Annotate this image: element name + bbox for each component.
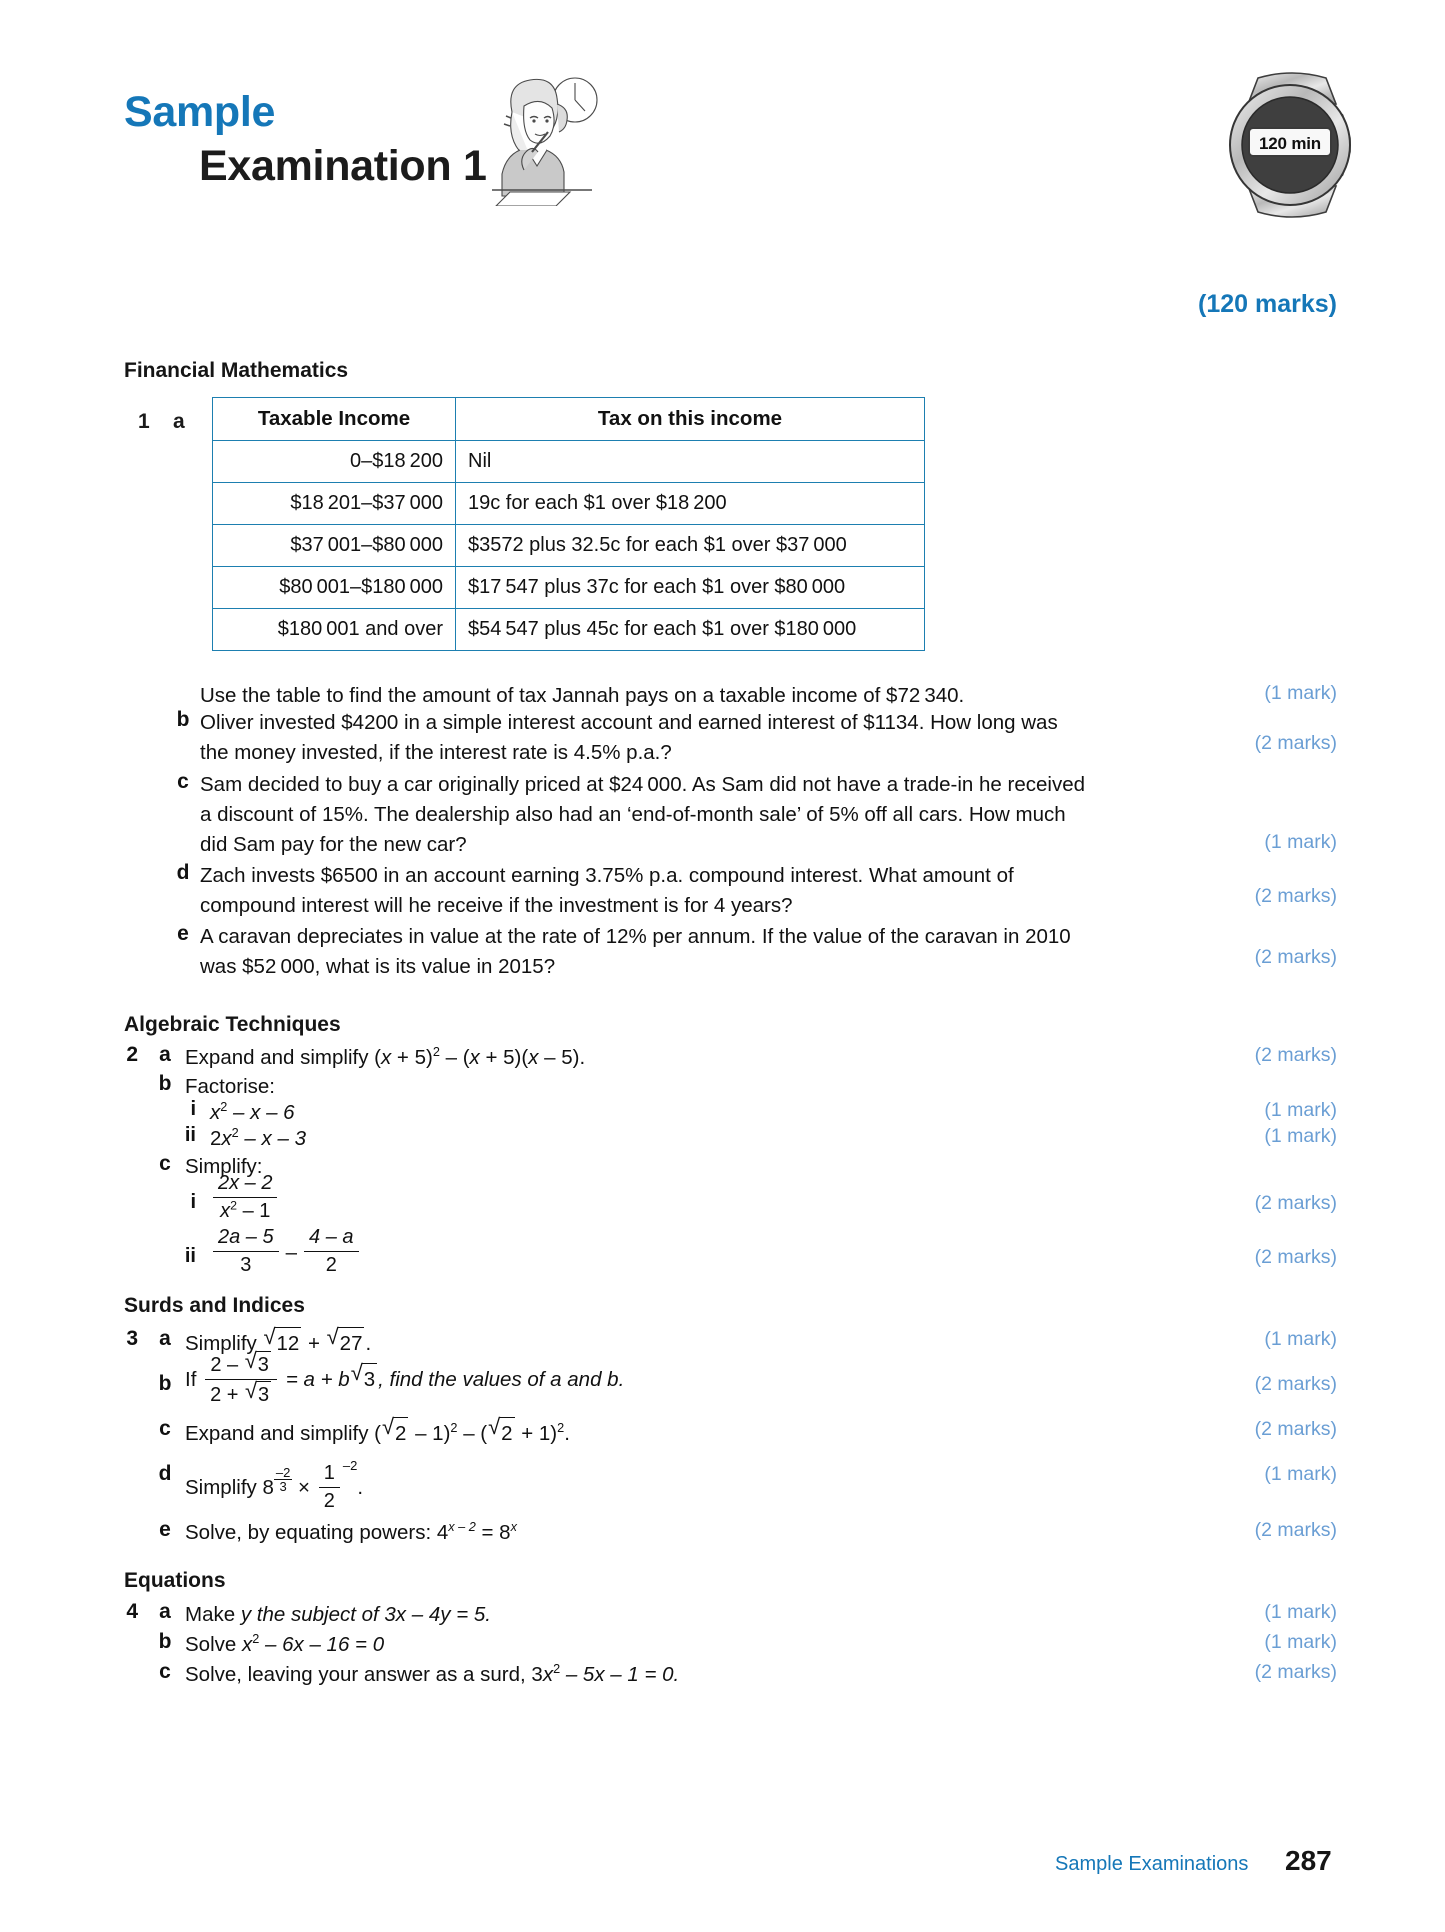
q3c-tail: .	[564, 1422, 570, 1445]
question-letter-3a: a	[159, 1327, 171, 1350]
fraction-2cii-first	[213, 1225, 279, 1278]
q2bii-rest: – x – 3	[238, 1127, 306, 1150]
question-1b-text-line2: the money invested, if the interest rate is 4.5% p.a.?	[200, 741, 672, 764]
marks-1c: (1 mark)	[1264, 831, 1337, 853]
question-letter-2c: c	[159, 1152, 171, 1175]
total-marks-label: (120 marks)	[1198, 290, 1337, 318]
q2a-mid1: + 5)	[391, 1046, 433, 1069]
sqrt-icon: √ 2	[488, 1417, 514, 1449]
marks-4b: (1 mark)	[1264, 1631, 1337, 1653]
table-row	[213, 483, 925, 525]
q2cii-operator: –	[285, 1240, 298, 1264]
question-letter-2a: a	[159, 1043, 171, 1066]
roman-numeral-2ci: i	[190, 1191, 196, 1213]
question-1c-text-line1: Sam decided to buy a car originally priced at $24 000. As Sam did not have a trade-in he received	[200, 773, 1085, 796]
roman-numeral-2cii: ii	[184, 1245, 196, 1267]
q3a-radicand2: 27	[338, 1327, 365, 1359]
fraction-3b	[205, 1348, 277, 1408]
thinking-student-illustration	[472, 74, 602, 206]
q4b-exp: 2	[252, 1631, 260, 1647]
q3d-exp-den: 3	[279, 1479, 287, 1494]
question-3b-text	[185, 1348, 625, 1409]
q2a-mid3: + 5)(	[479, 1046, 529, 1069]
q3b-den-radicand: 3	[256, 1381, 271, 1408]
q2bi-exponent: 2	[220, 1099, 228, 1115]
q3b-num-pre: 2 –	[210, 1354, 239, 1376]
section-heading-algebraic-techniques: Algebraic Techniques	[124, 1013, 341, 1036]
fraction-3d	[319, 1461, 340, 1514]
q4b-pre: Solve	[185, 1633, 242, 1656]
table-header-row	[213, 398, 925, 441]
question-letter-4a: a	[159, 1600, 171, 1623]
q2a-lead: Expand and simplify (	[185, 1046, 381, 1069]
table-cell-tax-4: $54 547 plus 45c for each $1 over $180 000	[456, 609, 925, 651]
stopwatch-time-label: 120 min	[1248, 127, 1332, 157]
question-4b-text	[185, 1630, 384, 1660]
marks-1a: (1 mark)	[1264, 682, 1337, 704]
q3c-lead: Expand and simplify (	[185, 1422, 381, 1445]
question-1d-text-line1: Zach invests $6500 in an account earning 3.75% p.a. compound interest. What amount of	[200, 864, 1014, 887]
page-title-sample: Sample	[124, 88, 276, 136]
table-cell-tax-2: $3572 plus 32.5c for each $1 over $37 000	[456, 525, 925, 567]
q2cii-den2: 2	[325, 1254, 337, 1276]
question-3c-text	[185, 1414, 570, 1449]
q2bii-exponent: 2	[231, 1125, 239, 1141]
q2ci-den-var: x	[220, 1200, 231, 1222]
page-title-examination: Examination 1	[199, 142, 487, 190]
table-cell-tax-0: Nil	[456, 441, 925, 483]
question-2ci-expression	[210, 1172, 280, 1225]
q3d-frac-den: 2	[323, 1490, 335, 1512]
footer-page-number: 287	[1285, 1845, 1332, 1876]
marks-1b: (2 marks)	[1254, 732, 1337, 754]
q2bii-coeff: 2	[210, 1127, 222, 1150]
q3b-num-radicand: 3	[256, 1351, 271, 1378]
q2a-var2: x	[469, 1046, 480, 1069]
q2ci-numerator: 2x – 2	[213, 1171, 277, 1198]
marks-2a: (2 marks)	[1254, 1044, 1337, 1066]
q3e-exp2: x	[510, 1519, 517, 1535]
stopwatch-icon	[1222, 70, 1362, 220]
marks-3b: (2 marks)	[1254, 1373, 1337, 1395]
sqrt-icon: √ 3	[351, 1363, 377, 1395]
question-letter-3c: c	[159, 1417, 171, 1440]
q2bii-var: x	[221, 1127, 232, 1150]
q2bi-var: x	[210, 1101, 221, 1124]
section-heading-surds-and-indices: Surds and Indices	[124, 1294, 305, 1317]
q3b-den-pre: 2 +	[210, 1384, 239, 1406]
question-number-4: 4	[126, 1600, 138, 1623]
q4c-pre: Solve, leaving your answer as a surd, 3	[185, 1663, 543, 1686]
question-1c-text-line2: a discount of 15%. The dealership also had an ‘end-of-month sale’ of 5% off all cars. How much	[200, 803, 1066, 826]
q3a-plus: +	[307, 1332, 320, 1355]
q2cii-den1: 3	[240, 1254, 252, 1276]
q3d-frac-num: 1	[319, 1461, 340, 1488]
q2cii-num1: 2a – 5	[213, 1225, 279, 1252]
q2ci-den-rest: – 1	[237, 1200, 271, 1222]
table-cell-income-4: $180 001 and over	[213, 609, 456, 651]
question-letter-1b: b	[176, 708, 190, 731]
question-letter-1a: a	[173, 410, 185, 433]
sqrt-icon: √ 27	[327, 1327, 365, 1359]
table-cell-tax-3: $17 547 plus 37c for each $1 over $80 000	[456, 567, 925, 609]
marks-3e: (2 marks)	[1254, 1519, 1337, 1541]
question-letter-4c: c	[159, 1660, 171, 1683]
question-letter-1d: d	[176, 861, 190, 884]
q3e-exp1: x – 2	[448, 1519, 476, 1535]
question-number-2: 2	[126, 1043, 138, 1066]
q3d-frac-exponent: –2	[342, 1458, 358, 1474]
question-1b-text-line1: Oliver invested $4200 in a simple interest account and earned interest of $1134. How long was	[200, 711, 1058, 734]
q4b-var: x	[241, 1633, 253, 1656]
fraction-2cii-second	[304, 1225, 358, 1278]
q3b-eq-radicand: 3	[362, 1363, 377, 1395]
question-1d-text-line2: compound interest will he receive if the investment is for 4 years?	[200, 894, 793, 917]
table-cell-income-3: $80 001–$180 000	[213, 567, 456, 609]
q3a-lead: Simplify	[185, 1332, 257, 1355]
table-header-tax-on-income: Tax on this income	[456, 398, 925, 441]
section-heading-equations: Equations	[124, 1569, 226, 1592]
q4a-var: y	[240, 1603, 252, 1626]
q2a-tail: – 5).	[538, 1046, 586, 1069]
question-2cii-expression	[210, 1226, 362, 1279]
table-row	[213, 441, 925, 483]
question-1e-text-line1: A caravan depreciates in value at the rate of 12% per annum. If the value of the caravan in 2010	[200, 925, 1071, 948]
q3b-numerator	[205, 1348, 277, 1380]
exponent-fraction-3d	[274, 1466, 292, 1493]
question-4a-text	[185, 1600, 491, 1630]
q3d-lead: Simplify 8	[185, 1475, 274, 1499]
question-3d-text	[185, 1458, 364, 1515]
q3e-eq: = 8	[475, 1521, 511, 1544]
question-1e-text-line2: was $52 000, what is its value in 2015?	[200, 955, 556, 978]
q3d-tail: .	[357, 1475, 364, 1499]
sqrt-icon: √ 3	[245, 1378, 270, 1406]
marks-1e: (2 marks)	[1254, 946, 1337, 968]
q3b-denominator	[205, 1380, 277, 1408]
q2a-mid2: – (	[439, 1046, 470, 1069]
q3c-mid2: + 1)	[515, 1422, 558, 1445]
q3d-exp-sign: –	[275, 1465, 284, 1480]
question-letter-3b: b	[158, 1372, 172, 1395]
q3b-eq: = a + b	[285, 1367, 350, 1391]
q4b-post: – 6x – 16 = 0	[259, 1633, 385, 1656]
question-2b-text: Factorise:	[185, 1075, 275, 1098]
question-number-3: 3	[126, 1327, 138, 1350]
q2a-var3: x	[528, 1046, 539, 1069]
question-letter-3d: d	[158, 1462, 172, 1485]
q3c-radicand2: 2	[499, 1417, 514, 1449]
q3b-lead: If	[185, 1367, 197, 1391]
q3a-radicand1: 12	[274, 1327, 301, 1359]
fraction-2ci	[213, 1171, 277, 1224]
question-letter-3e: e	[159, 1518, 171, 1541]
table-cell-income-2: $37 001–$80 000	[213, 525, 456, 567]
marks-3a: (1 mark)	[1264, 1328, 1337, 1350]
question-2c-text: Simplify:	[185, 1155, 263, 1178]
q3c-radicand1: 2	[393, 1417, 408, 1449]
q3a-tail: .	[365, 1332, 372, 1355]
roman-numeral-2bi: i	[190, 1098, 196, 1120]
q4a-post: the subject of 3x – 4y = 5.	[251, 1603, 491, 1626]
roman-numeral-2bii: ii	[184, 1124, 196, 1146]
q3c-exp2: 2	[557, 1420, 565, 1436]
sqrt-icon: √ 3	[244, 1348, 269, 1376]
q2ci-den-exp: 2	[230, 1198, 238, 1213]
sqrt-icon: √ 12	[263, 1327, 301, 1359]
q3c-mid: – 1)	[409, 1422, 451, 1445]
q4c-exp: 2	[553, 1661, 561, 1677]
question-4c-text	[185, 1660, 679, 1690]
marks-3d: (1 mark)	[1264, 1463, 1337, 1485]
q3d-times: ×	[298, 1475, 311, 1499]
table-row	[213, 567, 925, 609]
footer-section-label: Sample Examinations	[1055, 1853, 1249, 1875]
table-cell-income-1: $18 201–$37 000	[213, 483, 456, 525]
question-letter-1e: e	[177, 922, 189, 945]
question-letter-4b: b	[158, 1630, 172, 1653]
question-letter-2b: b	[158, 1072, 172, 1095]
page-header	[0, 0, 1445, 318]
q3d-exp-num	[274, 1466, 292, 1480]
q3b-tail: , find the values of a and b.	[378, 1367, 625, 1391]
sqrt-icon: √ 2	[382, 1417, 408, 1449]
q3d-exp-numval: 2	[283, 1465, 291, 1480]
table-cell-income-0: 0–$18 200	[213, 441, 456, 483]
question-letter-1c: c	[177, 770, 189, 793]
question-2bii-expression	[210, 1124, 306, 1154]
marks-4c: (2 marks)	[1254, 1661, 1337, 1683]
question-1c-text-line3: did Sam pay for the new car?	[200, 833, 467, 856]
q3c-minus: – (	[457, 1422, 488, 1445]
marks-4a: (1 mark)	[1264, 1601, 1337, 1623]
marks-2bi: (1 mark)	[1264, 1099, 1337, 1121]
q2ci-denominator	[213, 1198, 277, 1224]
table-cell-tax-1: 19c for each $1 over $18 200	[456, 483, 925, 525]
tax-rates-table	[212, 397, 925, 651]
question-3e-text	[185, 1518, 517, 1548]
table-row	[213, 525, 925, 567]
q2a-exponent: 2	[432, 1044, 440, 1060]
q3e-lead: Solve, by equating powers: 4	[185, 1521, 449, 1544]
marks-2ci: (2 marks)	[1254, 1192, 1337, 1214]
q2cii-num2: 4 – a	[304, 1225, 358, 1252]
marks-3c: (2 marks)	[1254, 1418, 1337, 1440]
table-row	[213, 609, 925, 651]
section-heading-financial-mathematics: Financial Mathematics	[124, 359, 349, 382]
marks-2cii: (2 marks)	[1254, 1246, 1337, 1268]
q3c-exp1: 2	[450, 1420, 458, 1436]
q2a-var1: x	[380, 1046, 392, 1069]
q4c-var: x	[542, 1663, 554, 1686]
marks-2bii: (1 mark)	[1264, 1125, 1337, 1147]
q4a-pre: Make	[185, 1603, 241, 1626]
q2bi-rest: – x – 6	[227, 1101, 295, 1124]
q4c-post: – 5x – 1 = 0.	[560, 1663, 680, 1686]
question-1a-text: Use the table to find the amount of tax Jannah pays on a taxable income of $72 340.	[200, 684, 965, 707]
marks-1d: (2 marks)	[1254, 885, 1337, 907]
table-header-taxable-income: Taxable Income	[213, 398, 456, 441]
question-number-1: 1	[138, 410, 150, 433]
question-2a-text	[185, 1043, 585, 1073]
